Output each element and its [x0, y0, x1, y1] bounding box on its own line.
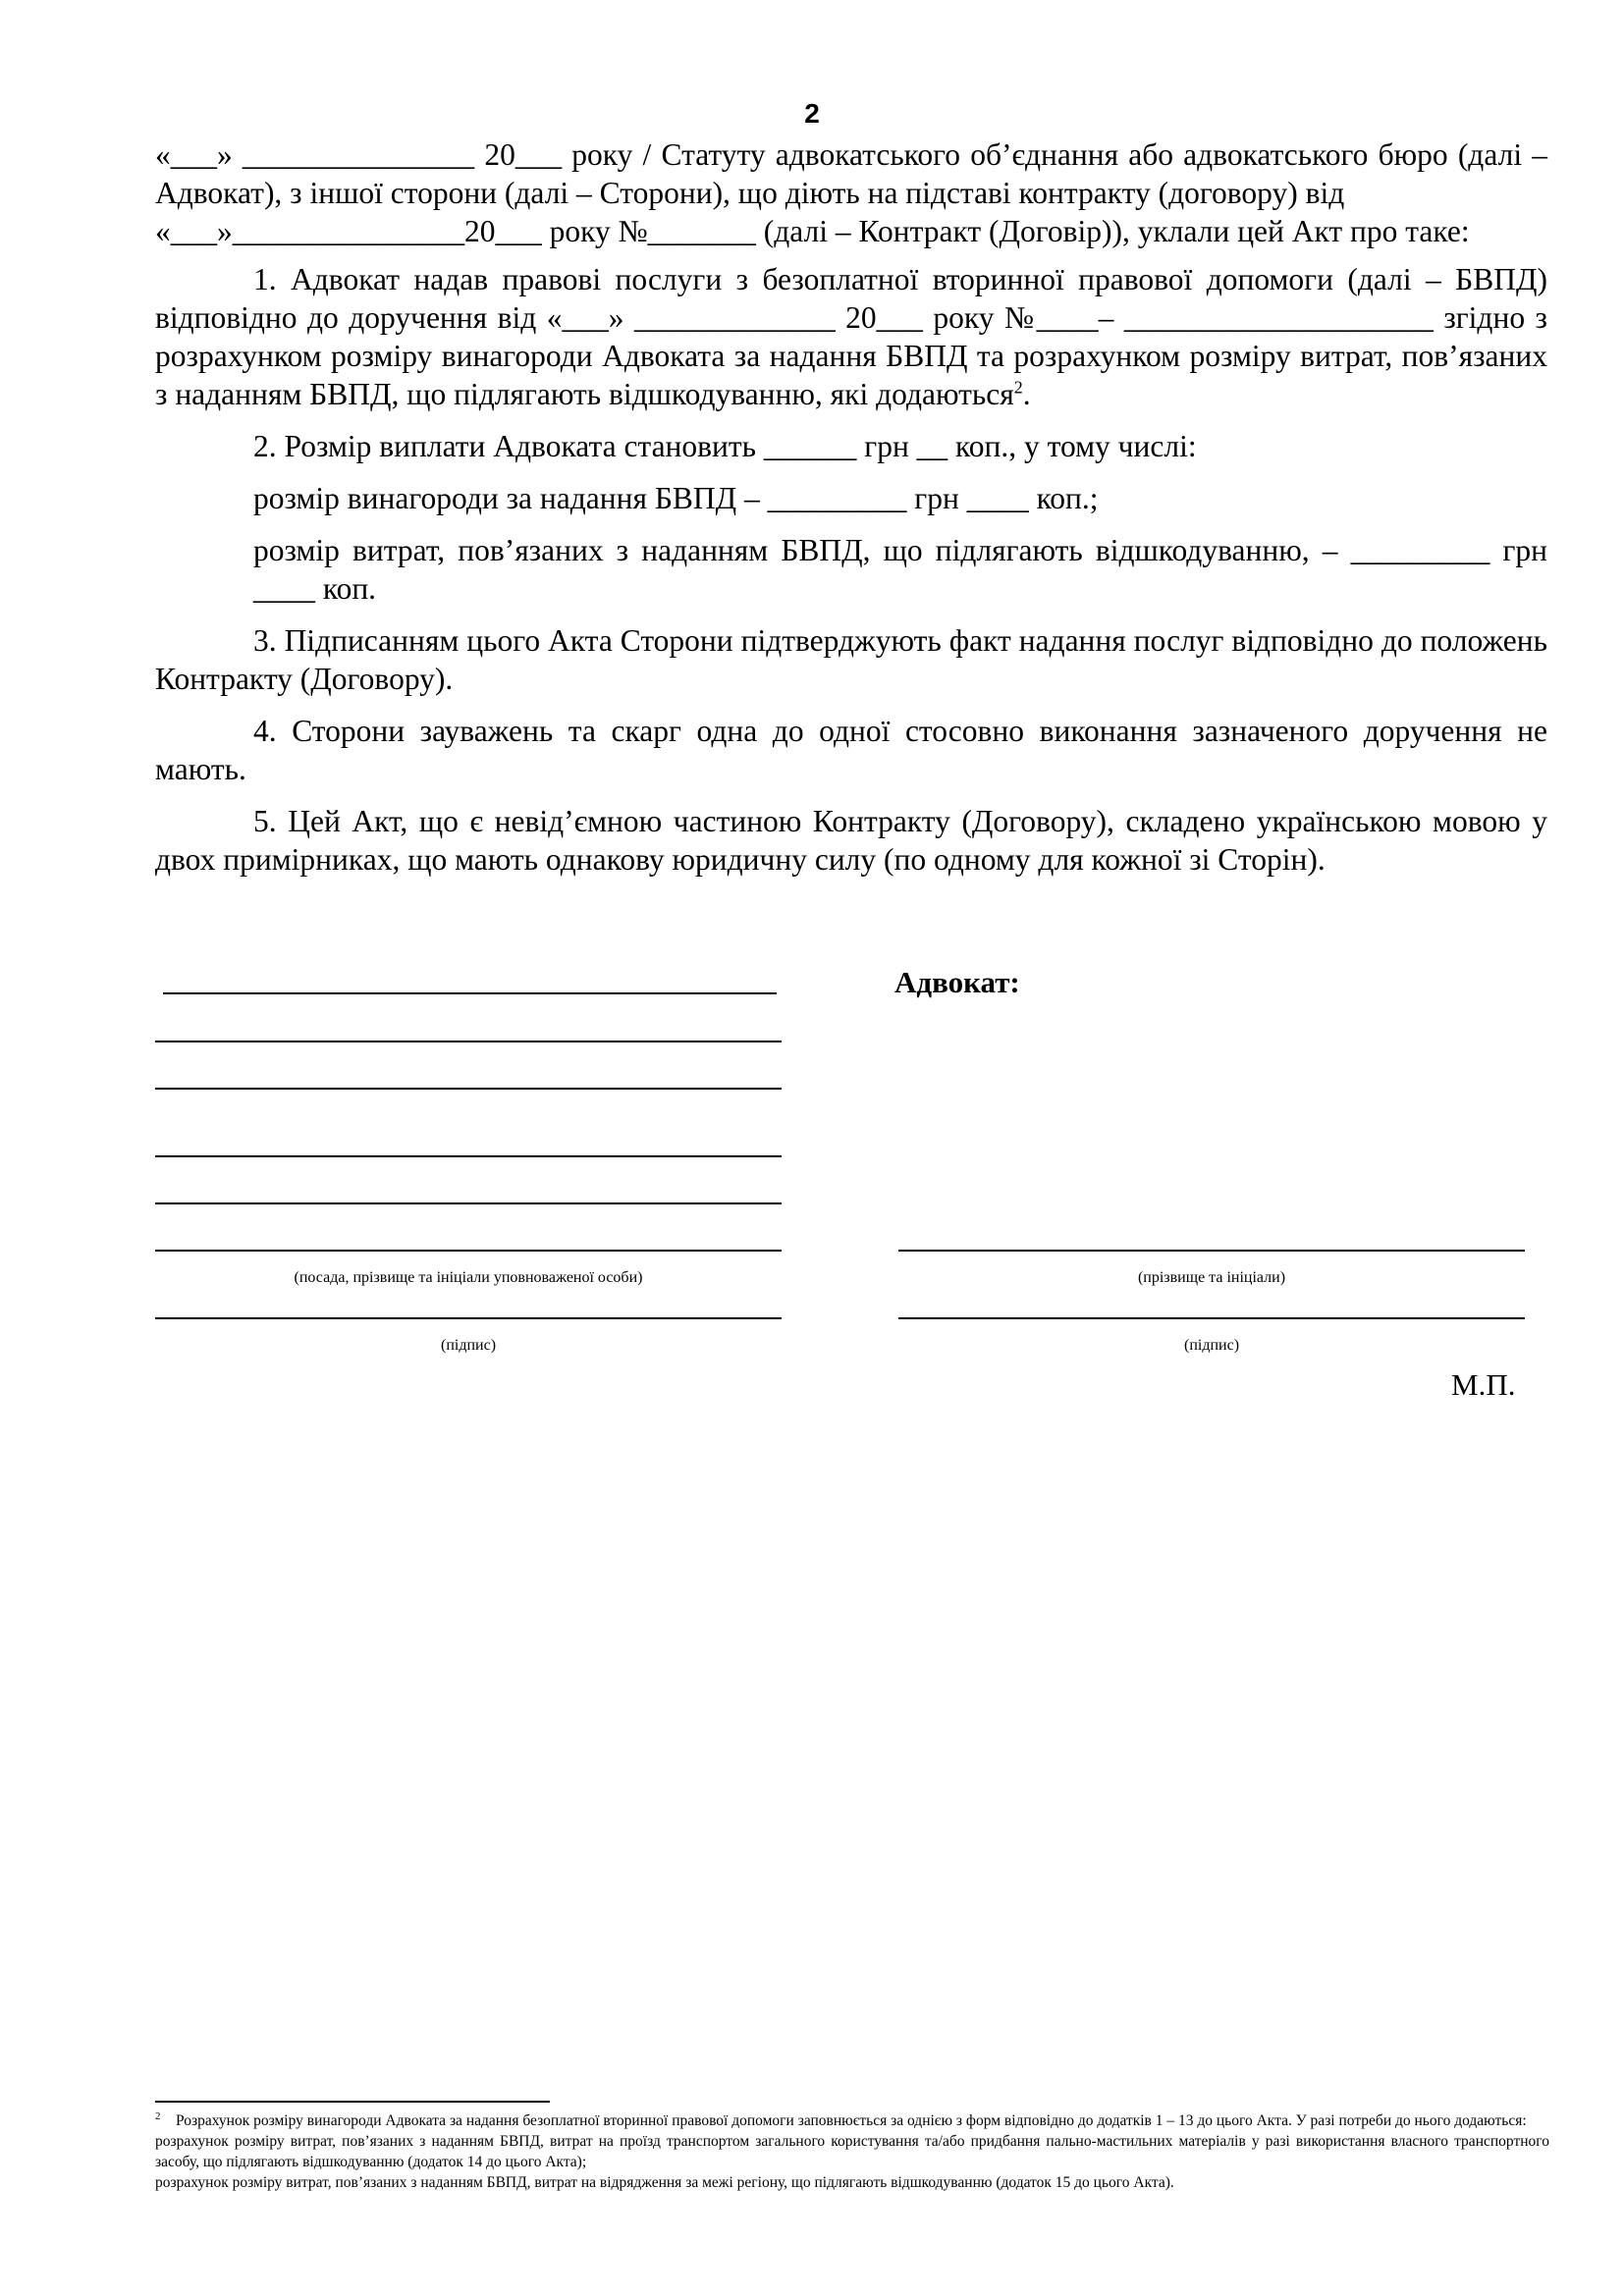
intro-paragraph-1: «___» _______________ 20___ року / Статуту адвокатського об’єднання або адвокатського бюро (далі – Адвокат), з іншої сторони (далі – Сторони), що діють на підставі контракту (договору) від [155, 137, 1547, 210]
stamp-label: М.П. [1451, 1367, 1516, 1402]
footnote-text-1: Розрахунок розміру винагороди Адвоката за надання безоплатної вторинної правової допомоги заповнюється за однією з форм відповідно до додатків 1 – 13 до цього Акта. У разі потреби до нього додаються: [176, 2112, 1527, 2129]
signature-line [163, 992, 777, 994]
footnote-line-3: розрахунок розміру витрат, пов’язаних з наданням БВПД, витрат на відрядження за межі регіону, що підлягають відшкодуванню (додаток 15 до цього Акта). [155, 2174, 1174, 2191]
item-4: 4. Сторони зауважень та скарг одна до одної стосовно виконання зазначеного доручення не мають. [155, 714, 1547, 786]
advocate-heading: Адвокат: [894, 965, 1020, 999]
left-sign-caption: (підпис) [440, 1337, 497, 1354]
right-sign-caption: (підпис) [1183, 1337, 1240, 1354]
item-1-end: . [1022, 377, 1031, 411]
footnote [155, 2110, 1549, 2193]
right-name-caption: (прізвище та ініціали) [1137, 1269, 1286, 1286]
intro-paragraph-2: «___»_______________20___ року №_______ (далі – Контракт (Договір)), уклали цей Акт про таке: [155, 214, 1470, 248]
signature-line [155, 1088, 782, 1090]
signature-line [898, 1317, 1525, 1319]
signature-line [155, 1041, 782, 1042]
page-number: 2 [804, 98, 820, 129]
signature-line [155, 1155, 782, 1157]
footnote-ref: 2 [1013, 377, 1023, 398]
item-2: 2. Розмір виплати Адвоката становить ______ грн __ коп., у тому числі: [253, 429, 1197, 463]
signature-line [898, 1250, 1525, 1252]
signature-line [155, 1202, 782, 1204]
footnote-line-2: розрахунок розміру витрат, пов’язаних з наданням БВПД, витрат на проїзд транспортом загального користування та/або придбання пально-мастильних матеріалів у разі використання власного транспортного засобу, що підлягають відшкодуванню (додаток 14 до цього Акта); [155, 2133, 1549, 2170]
footnote-line-1 [155, 2110, 1549, 2131]
item-1-text: 1. Адвокат надав правові послуги з безоплатної вторинної правової допомоги (далі – БВПД) відповідно до доручення від «___» _____________ 20___ року №____– ____________________ згідно з розрахунком розміру винагороди Адвоката за надання БВПД та розрахунком розміру витрат, пов’язаних з наданням БВПД, що підлягають відшкодуванню, які додаються [155, 262, 1547, 411]
footnote-marker: 2 [155, 2109, 161, 2122]
item-2-expenses: розмір витрат, пов’язаних з наданням БВПД, що підлягають відшкодуванню, – _________ грн ____ коп. [253, 533, 1547, 606]
left-name-caption: (посада, прізвище та ініціали уповноваженої особи) [294, 1269, 643, 1286]
item-3: 3. Підписанням цього Акта Сторони підтверджують факт надання послуг відповідно до положень Контракту (Договору). [155, 623, 1547, 696]
item-1 [155, 260, 1547, 413]
act-body [155, 135, 1547, 879]
item-5: 5. Цей Акт, що є невід’ємною частиною Контракту (Договору), складено українською мовою у двох примірниках, що мають однакову юридичну силу (по одному для кожної зі Сторін). [155, 804, 1547, 877]
footnote-separator [155, 2101, 550, 2103]
signature-line [155, 1317, 782, 1319]
item-2-fee: розмір винагороди за надання БВПД – _________ грн ____ коп.; [253, 481, 1099, 515]
signature-line [155, 1250, 782, 1252]
